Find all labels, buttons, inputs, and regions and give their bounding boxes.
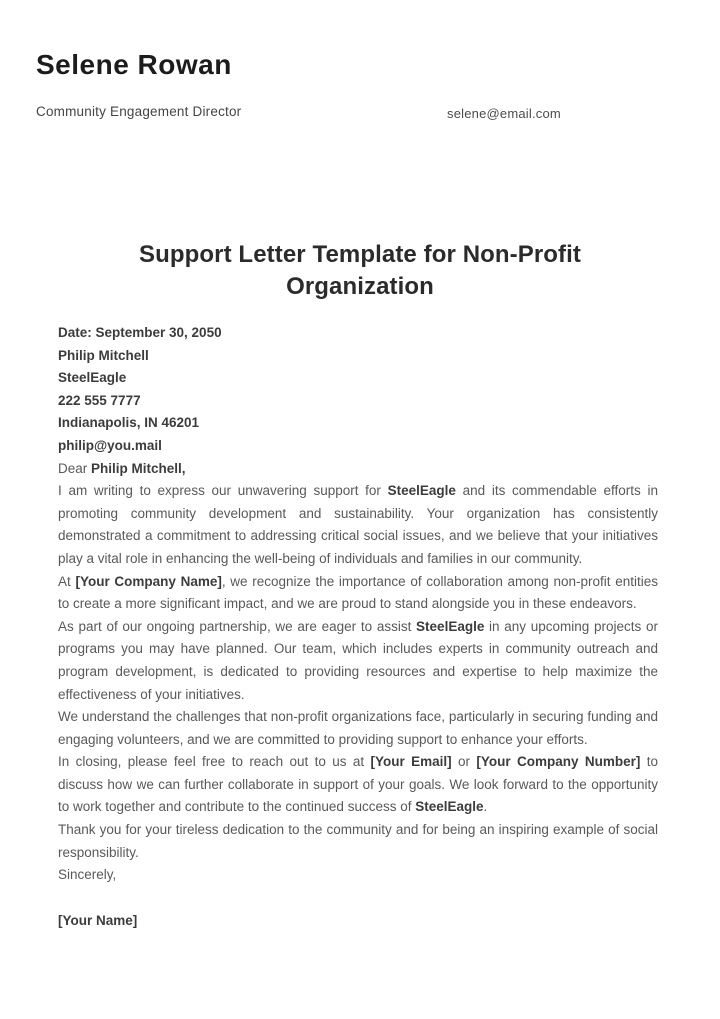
recipient-meta-line: 222 555 7777 xyxy=(58,392,141,408)
bold-text-segment: [Your Company Number] xyxy=(476,754,641,770)
sender-name: Selene Rowan xyxy=(36,49,232,80)
sender-email: selene@email.com xyxy=(447,106,561,121)
bold-text-segment: SteelEagle xyxy=(416,618,485,634)
text-segment: , we recognize the importance of collaboration among non-profit entities to create a more significant impact, and we are proud to stand alongside you in these endeavors. xyxy=(58,573,658,612)
text-segment: . xyxy=(483,799,488,815)
recipient-meta-line: Indianapolis, IN 46201 xyxy=(58,415,200,431)
recipient-meta-line: Date: September 30, 2050 xyxy=(58,325,222,340)
text-segment: to discuss how we can further collaborate in support of your goals. We look forward to the opportunity to work together and contribute to the continued success of xyxy=(58,754,659,815)
letter-paragraph xyxy=(58,458,658,481)
text-segment: We understand the challenges that non-profit organizations face, particularly in securing funding and engaging volunteers, and we are committed to providing support to enhance your efforts. xyxy=(58,709,658,747)
bold-text-segment: SteelEagle xyxy=(387,483,456,499)
bold-text-segment: [Your Email] xyxy=(370,754,452,770)
bold-text-segment: Philip Mitchell, xyxy=(91,460,186,476)
text-segment: or xyxy=(451,754,477,770)
letter-paragraph xyxy=(58,616,658,706)
recipient-meta-line: Philip Mitchell xyxy=(58,347,149,363)
text-segment: In closing, please feel free to reach out to us at xyxy=(58,754,371,770)
recipient-meta-block xyxy=(58,322,658,458)
text-segment: in any upcoming projects or programs you may have planned. Our team, which includes experts in community outreach and program development, is dedicated to providing resources and expertise to help maximize the effectiveness of your initiatives. xyxy=(58,618,658,702)
letter-paragraphs xyxy=(58,458,658,887)
recipient-meta-line: philip@you.mail xyxy=(58,437,162,453)
letter-paragraph xyxy=(58,819,658,864)
letter-title: Support Letter Template for Non-Profit Organization xyxy=(138,241,581,300)
bold-text-segment: SteelEagle xyxy=(415,799,484,815)
text-segment: Sincerely, xyxy=(58,867,117,883)
letterhead-row xyxy=(36,104,684,122)
sender-job-title: Community Engagement Director xyxy=(36,104,242,119)
letter-paragraph xyxy=(58,480,658,570)
text-segment: I am writing to express our unwavering support for xyxy=(58,483,388,499)
signature-placeholder: [Your Name] xyxy=(58,912,138,928)
letter-paragraph xyxy=(58,571,658,616)
letterhead xyxy=(0,0,720,122)
text-segment: At xyxy=(58,573,76,589)
letter-paragraph xyxy=(58,706,658,751)
text-segment: Dear xyxy=(58,460,92,476)
recipient-meta-line: SteelEagle xyxy=(58,370,127,386)
letter-paragraph xyxy=(58,864,658,887)
text-segment: As part of our ongoing partnership, we are eager to assist xyxy=(58,618,417,634)
text-segment: and its commendable efforts in promoting community development and sustainability. Your organization has consistently demonstrated a commitment to addressing critical social issues, and we believe that your initiatives play a vital role in enhancing the well-being of individuals and families in our community. xyxy=(58,483,658,566)
text-segment: Thank you for your tireless dedication to the community and for being an inspiring example of social responsibility. xyxy=(58,822,658,860)
bold-text-segment: [Your Company Name] xyxy=(75,573,222,589)
letter-body xyxy=(0,322,720,932)
letter-paragraph xyxy=(58,751,658,819)
